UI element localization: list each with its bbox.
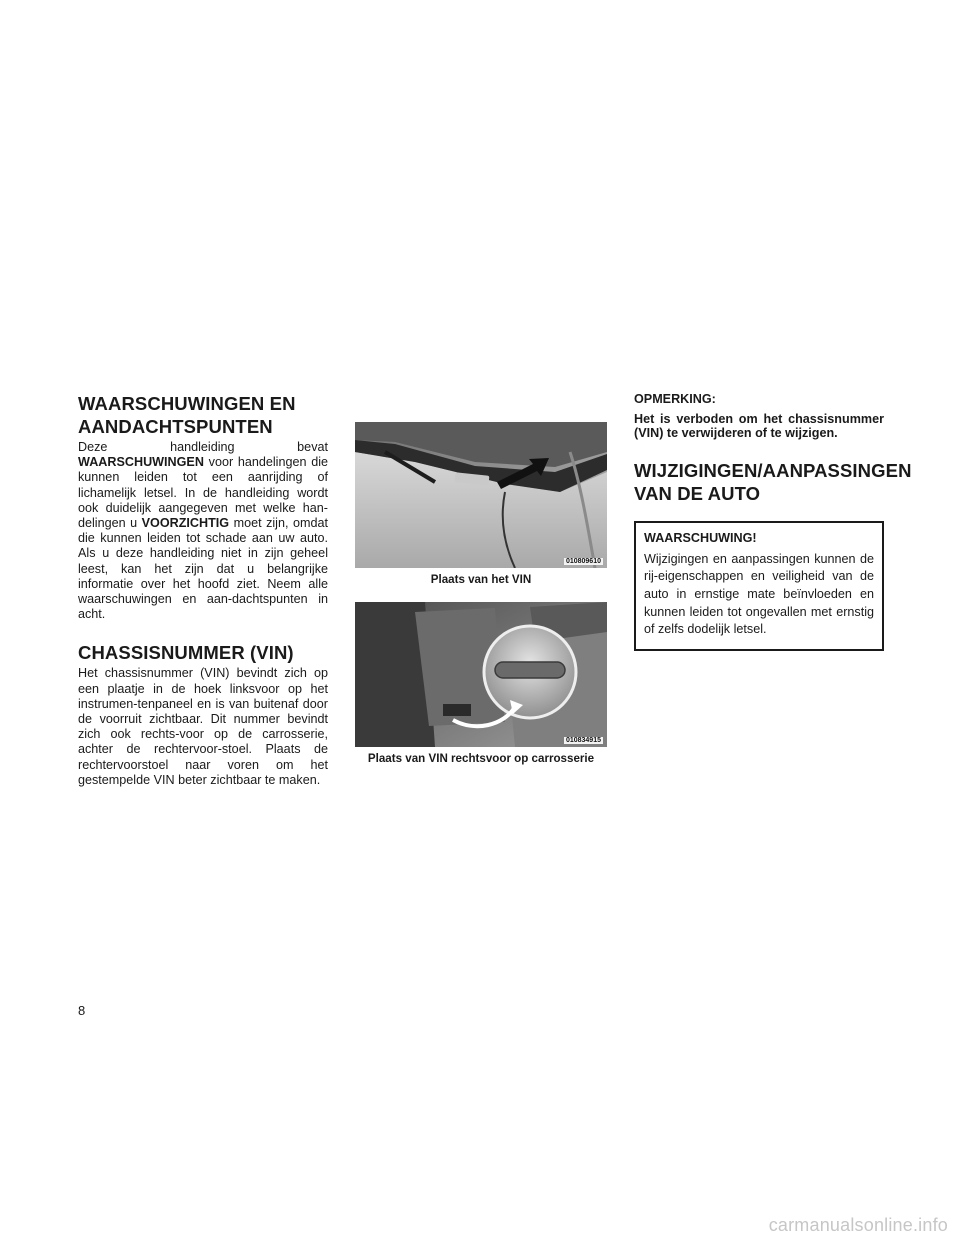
note-title: OPMERKING: xyxy=(634,392,716,406)
heading-modifications xyxy=(634,459,912,505)
heading-mods-line2: VAN DE AUTO xyxy=(634,482,761,504)
warning-title: WAARSCHUWING! xyxy=(644,530,757,545)
vin-paragraph: Het chassisnummer (VIN) bevindt zich op een plaatje in de hoek linksvoor op het instrumen-tenpaneel en is van buitenaf door de voorruit zichtbaar. Dit nummer bevindt zich ook rechts-voor op de carrosserie, achter de rechtervoor-stoel. Plaats de rechtervoorstoel naar voren om het gestempelde VIN beter zichtbaar te maken. xyxy=(78,666,328,787)
warnings-text-2: voor handelingen die kunnen leiden tot een aanrijding of lichamelijk letsel. In de handleiding wordt ook duidelijk aangegeven met welke han-delingen u xyxy=(78,455,328,531)
warnings-keyword: WAARSCHUWINGEN xyxy=(78,455,204,470)
heading-vin: CHASSISNUMMER (VIN) xyxy=(78,642,294,664)
seat-illustration xyxy=(355,602,607,747)
figures-column xyxy=(355,392,607,781)
dashboard-illustration xyxy=(355,422,607,568)
figure-code-1: 010809610 xyxy=(565,558,601,565)
vin-floor-photo xyxy=(355,602,607,747)
warnings-paragraph xyxy=(78,440,328,622)
heading-warnings-line1: WAARSCHUWINGEN EN xyxy=(78,393,296,414)
warnings-text-1: Deze handleiding bevat xyxy=(78,440,328,454)
caption-vin-floor: Plaats van VIN rechtsvoor op carrosserie xyxy=(367,752,595,765)
warning-box xyxy=(634,521,884,651)
warning-text: Wijzigingen en aanpassingen kunnen de rij-eigenschappen en veiligheid van de auto in ernstige mate beïnvloeden en kunnen leiden tot ongevallen met ernstig of zelfs dodelijk letsel. xyxy=(644,551,874,637)
caption-vin-dashboard: Plaats van het VIN xyxy=(430,573,532,586)
heading-warnings-line2: AANDACHTSPUNTEN xyxy=(78,416,273,437)
left-column xyxy=(78,392,328,788)
vin-dashboard-photo xyxy=(355,422,607,568)
warnings-text-3: moet zijn, omdat die kunnen leiden tot schade aan uw auto. Als u deze handleiding niet in zijn geheel leest, kan het zijn dat u belangrijke informatie over het hoofd ziet. Neem alle waarschuwingen en aan-dachtspunten in acht. xyxy=(78,516,328,622)
heading-warnings xyxy=(78,392,328,438)
heading-mods-line1: WIJZIGINGEN/AANPASSINGEN xyxy=(634,459,912,481)
note-body: Het is verboden om het chassisnummer (VIN) te verwijderen of te wijzigen. xyxy=(634,412,884,441)
figure-code-2: 010834915 xyxy=(565,737,601,744)
watermark: carmanualsonline.info xyxy=(768,1215,948,1235)
right-column xyxy=(634,392,912,651)
caution-keyword: VOORZICHTIG xyxy=(141,516,230,531)
page-number: 8 xyxy=(78,1003,86,1018)
